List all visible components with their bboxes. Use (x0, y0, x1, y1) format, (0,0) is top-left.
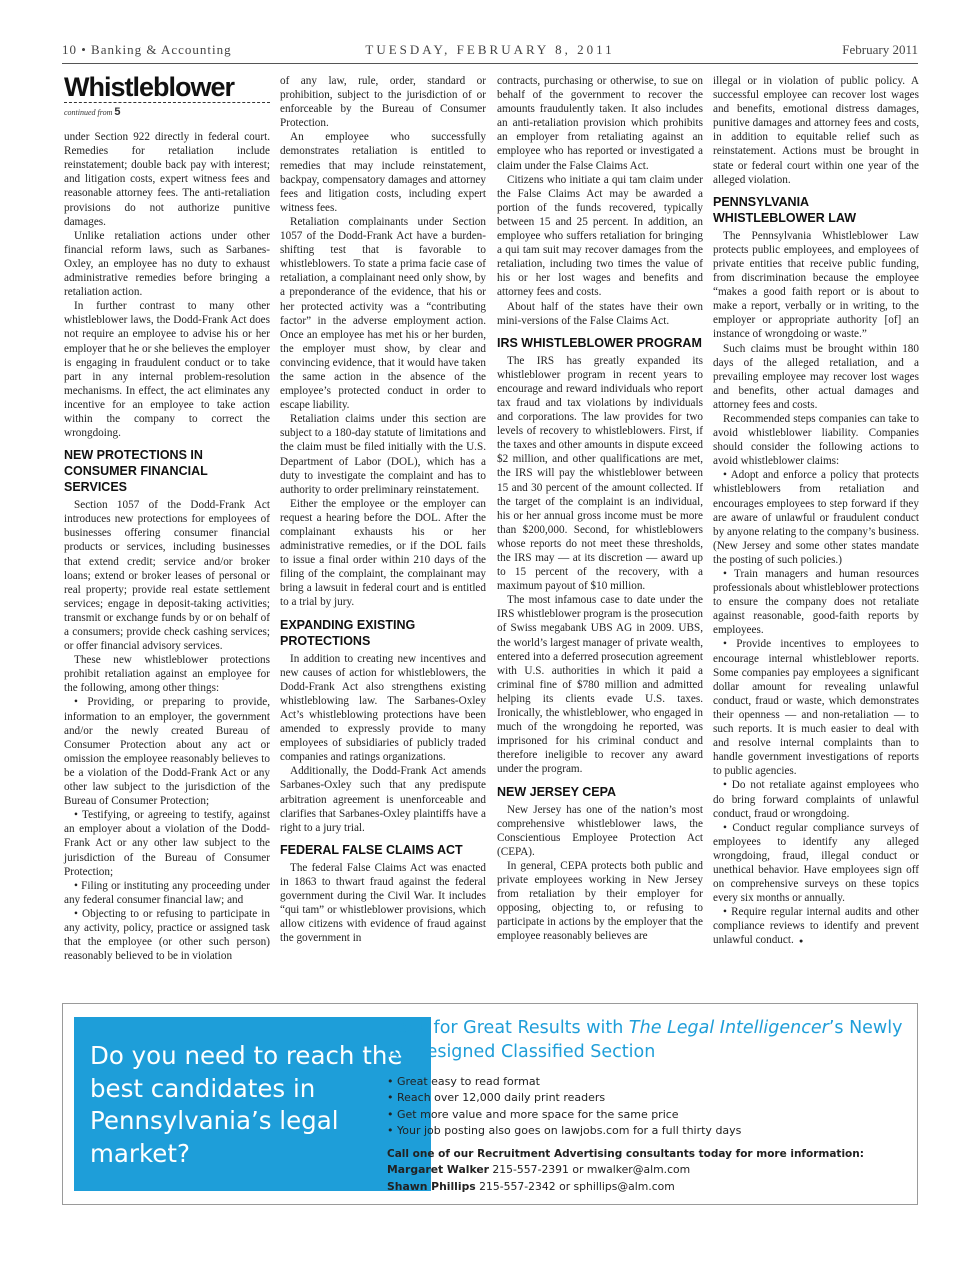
continued-page[interactable]: 5 (114, 106, 121, 118)
paragraph: Recommended steps companies can take to avoid whistleblower liability. Companies should consider the following actions to avoid whistleblower claims: (713, 412, 919, 468)
paragraph: An employee who successfully demonstrates retaliation is entitled to remedies that may include reinstatement, backpay, compensatory damages and attorney fees and litigation costs, including expert witness fees. (280, 131, 486, 214)
issue-month: February 2011 (842, 42, 918, 57)
paragraph: Section 1057 of the Dodd-Frank Act introduces new protections for employees of businesses offering consumer financial products or services, including businesses that extend credit; service and/or broker loans; extend or broker leases of personal or real property; provide real estate settlement services; engage in deposit-taking activities; transmit or exchange funds by or on behalf of a consumers; provide check cashing services; or offer financial advisory services. (64, 499, 270, 653)
section-heading: NEW JERSEY CEPA (497, 784, 617, 799)
paragraph: Such claims must be brought within 180 days of the alleged retaliation, and a prevailing employee may recover lost wages and benefits, other actual damages and attorney fees and costs. (713, 342, 919, 411)
ad-blue-panel (74, 1017, 431, 1191)
paragraph: Unlike retaliation actions under other financial reform laws, such as Sarbanes-Oxley, an employee has no duty to exhaust administrative remedies before bringing a retaliation action. (64, 229, 270, 299)
ad-headline-part-a: Look for Great Results with (387, 1018, 629, 1038)
paragraph: illegal or in violation of public policy. A successful employee can recover lost wages and benefits, emotional distress damages, punitive damages and attorney fees and costs, in addition to equitable relief such as reinstatement. Actions must be brought in state or federal court within one year of the alleged violation. (713, 75, 919, 186)
paragraph: Additionally, the Dodd-Frank Act amends Sarbanes-Oxley such that any predispute arbitration agreement is unenforceable and clarifies that Sarbanes-Oxley plaintiffs have a right to a jury trial. (280, 765, 486, 834)
article-kicker: Whistleblower (64, 72, 270, 103)
paragraph: Retaliation claims under this section are subject to a 180-day statute of limitations and the claim must be filed initially with the U.S. Department of Labor (DOL), which has a duty to investigate the complaint and has to authority to order preliminary reinstatement. (280, 413, 486, 496)
list-item: • Reach over 12,000 daily print readers (387, 1090, 907, 1106)
list-item: • Your job posting also goes on lawjobs.com for a full thirty days (387, 1123, 907, 1139)
paragraph: Retaliation complainants under Section 1057 of the Dodd-Frank Act have a burden-shifting test that is favorable to whistleblowers. To state a prima facie case of retaliation, a complainant need only show, by a preponderance of the evidence, that his or her protected activity was a “contributing factor” in the adverse employment action. Once an employee has met his or her burden, the employer must show, by clear and convincing evidence, that it would have taken the same action in the absence of the employee’s protected conduct in order to escape liability. (280, 215, 486, 412)
bullet-paragraph: • Providing, or preparing to provide, information to an employer, the government and/or the newly created Bureau of Consumer Protection about any act or omission the employee reasonably believes to be a violation of the Dodd-Frank Act or any other law subject to the jurisdiction of the Bureau of Consumer Protection; (64, 696, 270, 808)
contact-name: Margaret Walker (387, 1163, 489, 1177)
ad-benefit-list (387, 1074, 907, 1139)
article-column-4 (713, 74, 919, 949)
paragraph: Either the employee or the employer can request a hearing before the DOL. After the complainant exhausts his or her administrative remedies, or if the DOL fails to issue a final order within 210 days of the filing of the complaint, the complainant may bring a lawsuit in federal court and is entitled to a trial by jury. (280, 497, 486, 609)
page-section-label: 10 • Banking & Accounting (62, 42, 232, 57)
paragraph: Citizens who initiate a qui tam claim under the False Claims Act may be awarded a portion of the funds recovered, typically between 15 and 25 percent. In addition, an employee who suffers retaliation for bringing a qui tam suit may recover damages from the retaliation, including two times the value of his or her lost wages and benefits and attorney fees and costs. (497, 173, 703, 299)
ad-details (387, 1016, 907, 1195)
ad-headline (387, 1016, 907, 1064)
bullet-paragraph: • Provide incentives to employees to encourage internal whistleblower reports. Some companies pay employees a significant dollar amount for revealing unlawful conduct, fraud or waste, which demonstrates their openness — and non-retaliation — to such reports. It is much easier to deal with and resolve internal complaints than to handle government investigations of reports to public agencies. (713, 638, 919, 778)
bullet-paragraph: • Do not retaliate against employees who do bring forward complaints of unlawful conduct, fraud or wrongdoing. (713, 779, 919, 820)
section-heading: PENNSYLVANIA WHISTLEBLOWER LAW (713, 194, 857, 225)
bullet-paragraph: • Filing or instituting any proceeding under any federal consumer financial law; and (64, 879, 270, 906)
section-heading: NEW PROTECTIONS IN CONSUMER FINANCIAL SERVICES (64, 448, 208, 495)
section-heading: FEDERAL FALSE CLAIMS ACT (280, 842, 463, 857)
paragraph: New Jersey has one of the nation’s most comprehensive whistleblower laws, the Conscientious Employee Protection Act (CEPA). (497, 803, 703, 858)
issue-date: TUESDAY, FEBRUARY 8, 2011 (365, 42, 615, 57)
paragraph: These new whistleblower protections prohibit retaliation against an employee for the following, among other things: (64, 654, 270, 695)
contact-name: Shawn Phillips (387, 1179, 476, 1193)
publication-name: The Legal Intelligencer (628, 1018, 829, 1038)
classified-advertisement (62, 1003, 918, 1205)
paragraph: of any law, rule, order, standard or prohibition, subject to the jurisdiction of or enforceable by the Bureau of Consumer Protection. (280, 75, 486, 130)
bullet-paragraph: • Conduct regular compliance surveys of employees to identify any alleged wrongdoing, fraud, illegal conduct or unethical behavior. Have employees sign off on comprehensive surveys on these topics every six months or annually. (713, 821, 919, 905)
paragraph: In further contrast to many other whistleblower laws, the Dodd-Frank Act does not require an employee to advise his or her employer that he or she believes the employer is engaging in fraudulent conduct or to take part in any internal problem-resolution mechanisms. In effect, the act eliminates any incentive for an employee to take action within the company to correct the wrongdoing. (64, 300, 270, 440)
continued-from (64, 105, 270, 120)
bullet-paragraph: • Testifying, or agreeing to testify, against an employer about a violation of the Dodd-Frank Act or any other law subject to the jurisdiction of the Bureau of Consumer Protection; (64, 809, 270, 878)
contact-info[interactable]: 215-557-2391 or mwalker@alm.com (489, 1163, 691, 1177)
paragraph: The federal False Claims Act was enacted in 1863 to thwart fraud against the federal government during the Civil War. It includes “qui tam” or whistleblower provisions, which allow citizens with evidence of fraud against the government in (280, 861, 486, 945)
paragraph: In addition to creating new incentives and new causes of action for whistleblowers, the Dodd-Frank Act also strengthens existing whistleblowing law. The Sarbanes-Oxley Act’s whistleblowing protections have been amended to expressly provide to many employees of subsidiaries of publicly traded companies and ratings organizations. (280, 652, 486, 764)
paragraph: The Pennsylvania Whistleblower Law protects public employees, and employees of private entities that receive public funding, from discrimination because the employee “makes a good faith report or is about to make a report, verbally or in writing, to the employer or appropriate authority [of] an instance of wrongdoing or waste.” (713, 229, 919, 341)
contact-margaret-walker (387, 1162, 907, 1178)
paragraph: About half of the states have their own mini-versions of the False Claims Act. (497, 300, 703, 327)
contact-info[interactable]: 215-557-2342 or sphillips@alm.com (475, 1179, 675, 1193)
page-header (62, 42, 918, 62)
paragraph: The most infamous case to date under the IRS whistleblower program is the prosecution of Swiss megabank UBS AG in 2009. UBS, the world’s largest manager of private wealth, entered into a deferred prosecution agreement with U.S. authorities in which it paid a criminal fine of $780 million and admitted helping its clients evade U.S. taxes. Ironically, the whistleblower, who engaged in much of the wrongdoing he reported, was imprisoned for his criminal conduct and therefore ineligible to recover any award under the program. (497, 594, 704, 776)
continued-label: continued from (64, 108, 113, 117)
article-column-2 (280, 74, 486, 945)
section-heading: EXPANDING EXISTING PROTECTIONS (280, 617, 416, 648)
section-heading: IRS WHISTLEBLOWER PROGRAM (497, 335, 702, 350)
paragraph: The IRS has greatly expanded its whistleblower program in recent years to encourage and reward individuals who report tax fraud and tax violations by individuals and corporations. The law provides for two levels of recovery to whistleblowers. First, if the taxes and other amounts in dispute exceed $2 million, and other qualifications are met, the IRS will pay the whistleblower between 15 and 30 percent of the amount collected. If the target of the complaint is an individual, his or her annual gross income must be more than $200,000. Second, for whistleblowers whose reports do not meet these thresholds, the IRS may — at its discretion — award up to 15 percent of the recovery, with a maximum payout of $10 million. (497, 354, 703, 593)
ad-call-to-action: Call one of our Recruitment Advertising consultants today for more information: (387, 1148, 864, 1161)
paragraph: under Section 922 directly in federal court. Remedies for retaliation include reinstatement; double back pay with interest; and litigation costs, expert witness fees and reasonable attorney fees. The anti-retaliation provisions do not authorize punitive damages. (64, 131, 270, 228)
header-rule (62, 63, 918, 64)
bullet-paragraph: • Objecting to or refusing to participate in any activity, policy, practice or assigned task that the employee (or other such person) reasonably believed to be in violation (64, 907, 270, 963)
list-item: • Get more value and more space for the same price (387, 1107, 907, 1123)
paragraph: contracts, purchasing or otherwise, to sue on behalf of the government to recover the amounts fraudulently taken. It also includes an anti-retaliation provision which prohibits an employer from retaliating against an employee who has reported or investigated a claim under the False Claims Act. (497, 75, 703, 172)
bullet-paragraph: • Train managers and human resources professionals about whistleblower protections to ensure the company does not retaliate against reasonable, good-faith reports by employees. (713, 568, 919, 637)
list-item: • Great easy to read format (387, 1074, 907, 1090)
article-column-1 (64, 74, 270, 963)
ad-headline-part-b: ’s Newly Re-designed Classified Section (387, 1018, 903, 1062)
article-column-3 (497, 74, 703, 943)
contact-shawn-phillips (387, 1179, 907, 1195)
bullet-paragraph: • Require regular internal audits and other compliance reviews to identify and prevent unlawful conduct. ● (713, 905, 919, 948)
ad-question: Do you need to reach the best candidates in Pennsylvania’s legal market? (90, 1041, 403, 1168)
bullet-paragraph: • Adopt and enforce a policy that protects whistleblowers from retaliation and encourages employees to step forward if they are aware of unlawful or fraudulent conduct by anyone relating to the company’s business. (New Jersey and some other states mandate the posting of such policies.) (713, 469, 919, 566)
paragraph: In general, CEPA protects both public and private employees working in New Jersey from retaliation by their employer for opposing, objecting to, or refusing to participate in actions by the employer that the employee reasonably believes are (497, 859, 703, 943)
